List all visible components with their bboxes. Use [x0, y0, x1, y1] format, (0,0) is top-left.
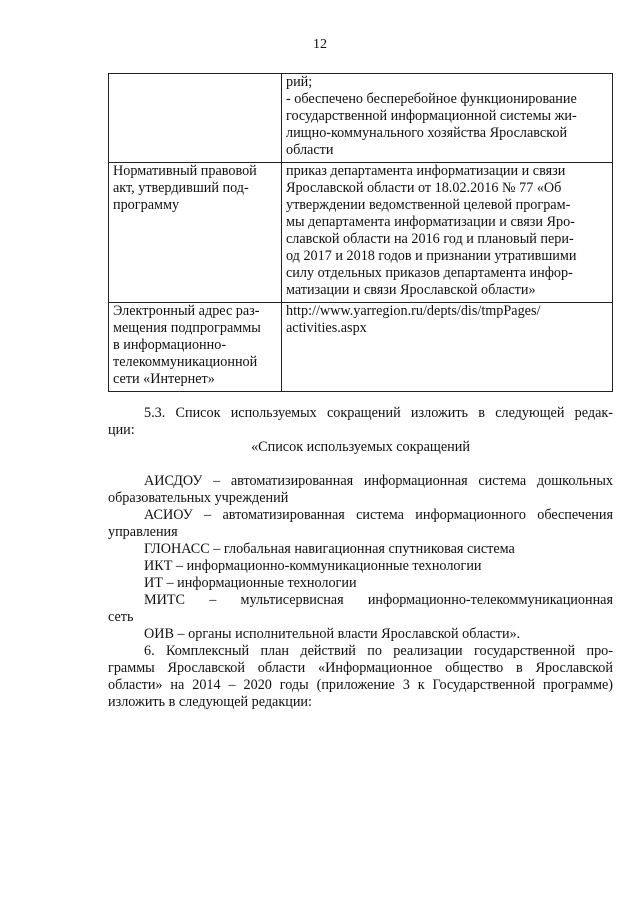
cell-line: Электронный адрес раз- — [113, 303, 260, 319]
cell-line: лищно-коммунального хозяйства Ярославской — [286, 125, 568, 141]
abbreviation-item — [108, 507, 613, 541]
cell-line: области — [286, 142, 334, 158]
abbreviation-line: ГЛОНАСС – глобальная навигационная спутниковая система — [144, 541, 515, 557]
abbreviation-list — [108, 473, 613, 643]
abbreviation-line: ОИВ – органы исполнительной власти Ярославской области». — [144, 626, 521, 642]
cell-line: акт, утвердивший под- — [113, 180, 249, 196]
paragraph-line: граммы Ярославской области «Информационное общество в Ярославской — [108, 660, 613, 676]
abbreviation-line: образовательных учреждений — [108, 490, 289, 506]
table-cell-right — [282, 163, 613, 303]
passport-table — [108, 73, 613, 392]
table-cell-left — [109, 163, 282, 303]
table-cell-left — [109, 74, 282, 163]
cell-line: сети «Интернет» — [113, 371, 215, 387]
page-number: 12 — [313, 37, 327, 52]
paragraph-line: 5.3. Список используемых сокращений изложить в следующей редак- — [144, 405, 613, 421]
cell-line: мы департамента информатизации и связи Яро- — [286, 214, 575, 230]
abbreviation-item — [108, 592, 613, 626]
table-row — [109, 163, 613, 303]
abbreviation-item — [108, 558, 613, 575]
cell-line: activities.aspx — [286, 320, 367, 336]
abbreviation-item — [108, 626, 613, 643]
table-row — [109, 303, 613, 392]
abbreviation-line: ИКТ – информационно-коммуникационные технологии — [144, 558, 482, 574]
abbreviation-line: сеть — [108, 609, 134, 625]
cell-line: матизации и связи Ярославской области» — [286, 282, 536, 298]
cell-line: государственной информационной системы жи- — [286, 108, 577, 124]
abbreviation-line: АСИОУ – автоматизированная система информационного обеспечения — [144, 507, 613, 523]
cell-line: силу отдельных приказов департамента инфор- — [286, 265, 573, 281]
paragraph-line: ции: — [108, 422, 135, 438]
paragraph-line: области» на 2014 – 2020 годы (приложение 3 к Государственной программе) — [108, 677, 613, 693]
cell-line: славской области на 2016 год и плановый пери- — [286, 231, 574, 247]
table-cell-left — [109, 303, 282, 392]
cell-line: утверждении ведомственной целевой програм- — [286, 197, 571, 213]
paragraph-5-3 — [108, 405, 613, 439]
cell-line: мещения подпрограммы — [113, 320, 261, 336]
abbreviation-item — [108, 541, 613, 558]
table-cell-right — [282, 74, 613, 163]
cell-line: Ярославской области от 18.02.2016 № 77 «Об — [286, 180, 562, 196]
cell-line: од 2017 и 2018 годов и признании утратившими — [286, 248, 577, 264]
table-row — [109, 74, 613, 163]
document-body — [108, 405, 613, 711]
cell-line: программу — [113, 197, 180, 213]
paragraph-line: изложить в следующей редакции: — [108, 694, 312, 710]
abbreviation-item — [108, 473, 613, 507]
cell-line: приказ департамента информатизации и связи — [286, 163, 566, 179]
cell-line: http://www.yarregion.ru/depts/dis/tmpPages/ — [286, 303, 541, 319]
table-cell-right — [282, 303, 613, 392]
abbreviation-line: МИТС – мультисервисная информационно-телекоммуникационная — [144, 592, 613, 608]
abbreviation-line: управления — [108, 524, 178, 540]
abbreviation-item — [108, 575, 613, 592]
abbreviation-line: ИТ – информационные технологии — [144, 575, 357, 591]
list-title: «Список используемых сокращений — [251, 439, 470, 455]
cell-line: Нормативный правовой — [113, 163, 257, 179]
paragraph-6 — [108, 643, 613, 711]
cell-line: в информационно- — [113, 337, 227, 353]
paragraph-line: 6. Комплексный план действий по реализации государственной про- — [144, 643, 613, 659]
cell-line: - обеспечено бесперебойное функционирование — [286, 91, 577, 107]
cell-line: рий; — [286, 74, 313, 90]
cell-line: телекоммуникационной — [113, 354, 258, 370]
abbreviation-line: АИСДОУ – автоматизированная информационная система дошкольных — [144, 473, 613, 489]
